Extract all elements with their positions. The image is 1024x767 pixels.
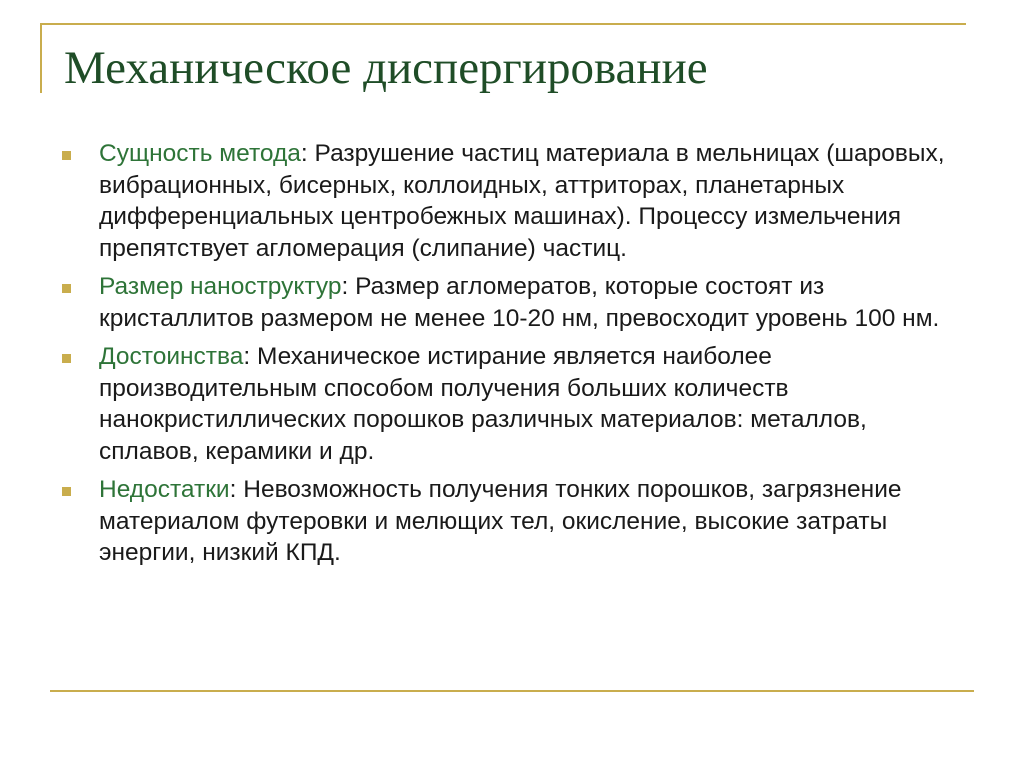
bottom-rule <box>50 690 974 692</box>
bullet-list <box>62 138 972 576</box>
bullet-term: Размер наноструктур <box>99 273 342 300</box>
bullet-square-icon <box>62 284 71 293</box>
bullet-separator: : <box>243 343 257 370</box>
bullet-term: Недостатки <box>99 476 230 503</box>
bullet-term: Достоинства <box>99 343 244 370</box>
bullet-item-size <box>62 271 972 334</box>
bullet-text: Механическое истирание является наиболее производительным способом получения больших количеств нанокристиллических порошков различных материалов: металлов, сплавов, керамики и др. <box>99 343 867 465</box>
bullet-separator: : <box>229 476 244 503</box>
bullet-separator: : <box>300 140 315 167</box>
bullet-text: Разрушение частиц материала в мельницах (шаровых, вибрационных, бисерных, коллоидных, аттриторах, планетарных дифференциальных центробежных машинах). Процессу измельчения препятствует агломерация (слипание) частиц. <box>99 140 945 262</box>
bullet-item-advantages <box>62 341 972 467</box>
bullet-square-icon <box>62 354 71 363</box>
bullet-item-disadvantages <box>62 474 972 569</box>
left-rule <box>40 23 42 93</box>
bullet-text: Невозможность получения тонких порошков, загрязнение материалом футеровки и мелющих тел, окисление, высокие затраты энергии, низкий КПД. <box>99 476 902 566</box>
bullet-text: Размер агломератов, которые состоят из кристаллитов размером не менее 10-20 нм, превосходит уровень 100 нм. <box>99 273 940 332</box>
bullet-square-icon <box>62 151 71 160</box>
bullet-term: Сущность метода <box>99 140 301 167</box>
slide-title: Механическое диспергирование <box>64 42 708 94</box>
top-rule <box>40 23 966 25</box>
bullet-item-essence <box>62 138 972 264</box>
bullet-separator: : <box>341 273 356 300</box>
bullet-square-icon <box>62 487 71 496</box>
